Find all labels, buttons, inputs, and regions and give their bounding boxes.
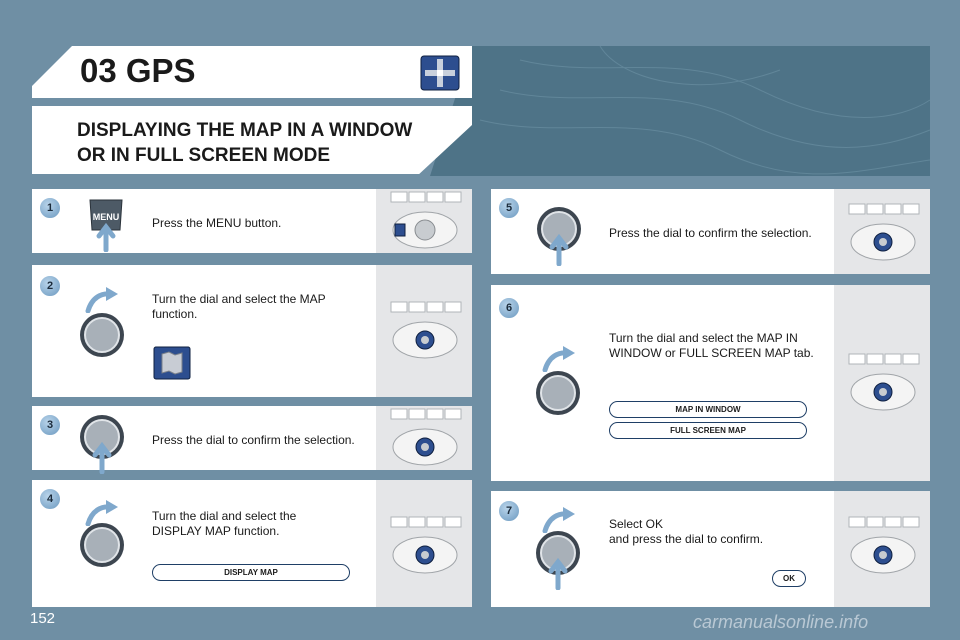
turn-arrow-icon	[84, 285, 120, 313]
console-icon	[383, 190, 467, 252]
page-number: 152	[30, 610, 56, 627]
step-2-text-line1: Turn the dial and select the MAP	[152, 292, 326, 306]
console-icon	[841, 202, 925, 264]
turn-arrow-icon	[541, 344, 577, 372]
display-map-option: DISPLAY MAP	[152, 564, 350, 581]
step-1-badge: 1	[39, 197, 61, 219]
dial-icon	[79, 312, 125, 358]
dial-press-icon	[536, 206, 582, 266]
console-icon	[383, 407, 467, 469]
console-icon	[841, 352, 925, 414]
step-3-badge: 3	[39, 414, 61, 436]
map-in-window-option: MAP IN WINDOW	[609, 401, 807, 418]
menu-button-icon	[86, 196, 126, 252]
section-title-line1: DISPLAYING THE MAP IN A WINDOW	[77, 120, 413, 141]
console-icon	[383, 515, 467, 577]
chapter-title: 03 GPS	[80, 52, 196, 89]
menu-icon-label: MENU	[92, 212, 120, 222]
turn-arrow-icon	[541, 505, 577, 533]
step-4-text	[152, 509, 296, 539]
step-5-badge: 5	[498, 197, 520, 219]
step-6-text-line1: Turn the dial and select the MAP IN	[609, 331, 798, 345]
map-function-icon	[153, 346, 191, 380]
dial-icon	[79, 522, 125, 568]
step-2-text	[152, 292, 326, 322]
dial-press-icon	[79, 414, 125, 474]
step-7-text-line2: and press the dial to confirm.	[609, 532, 764, 546]
step-4-text-line2: DISPLAY MAP function.	[152, 524, 280, 538]
ok-option: OK	[772, 570, 806, 587]
step-7-text-line1: Select OK	[609, 517, 664, 531]
console-icon	[383, 300, 467, 362]
step-2-badge: 2	[39, 275, 61, 297]
step-6-text-line2: WINDOW or FULL SCREEN MAP tab.	[609, 346, 814, 360]
gps-crossroads-icon	[420, 55, 460, 91]
step-6-text	[609, 331, 814, 361]
step-7-badge: 7	[498, 500, 520, 522]
section-title-line2: OR IN FULL SCREEN MODE	[77, 145, 330, 166]
full-screen-map-option: FULL SCREEN MAP	[609, 422, 807, 439]
step-4-badge: 4	[39, 488, 61, 510]
dial-press-icon	[535, 530, 581, 590]
step-6-badge: 6	[498, 297, 520, 319]
step-4-text-line1: Turn the dial and select the	[152, 509, 297, 523]
watermark: carmanualsonline.info	[693, 612, 869, 632]
section-title	[77, 118, 457, 168]
dial-icon	[535, 370, 581, 416]
step-3-text: Press the dial to confirm the selection.	[152, 433, 355, 447]
step-2-text-line2: function.	[152, 307, 198, 321]
step-1-text: Press the MENU button.	[152, 216, 282, 230]
step-5-text: Press the dial to confirm the selection.	[609, 226, 812, 240]
console-icon	[841, 515, 925, 577]
step-7-text	[609, 517, 763, 547]
